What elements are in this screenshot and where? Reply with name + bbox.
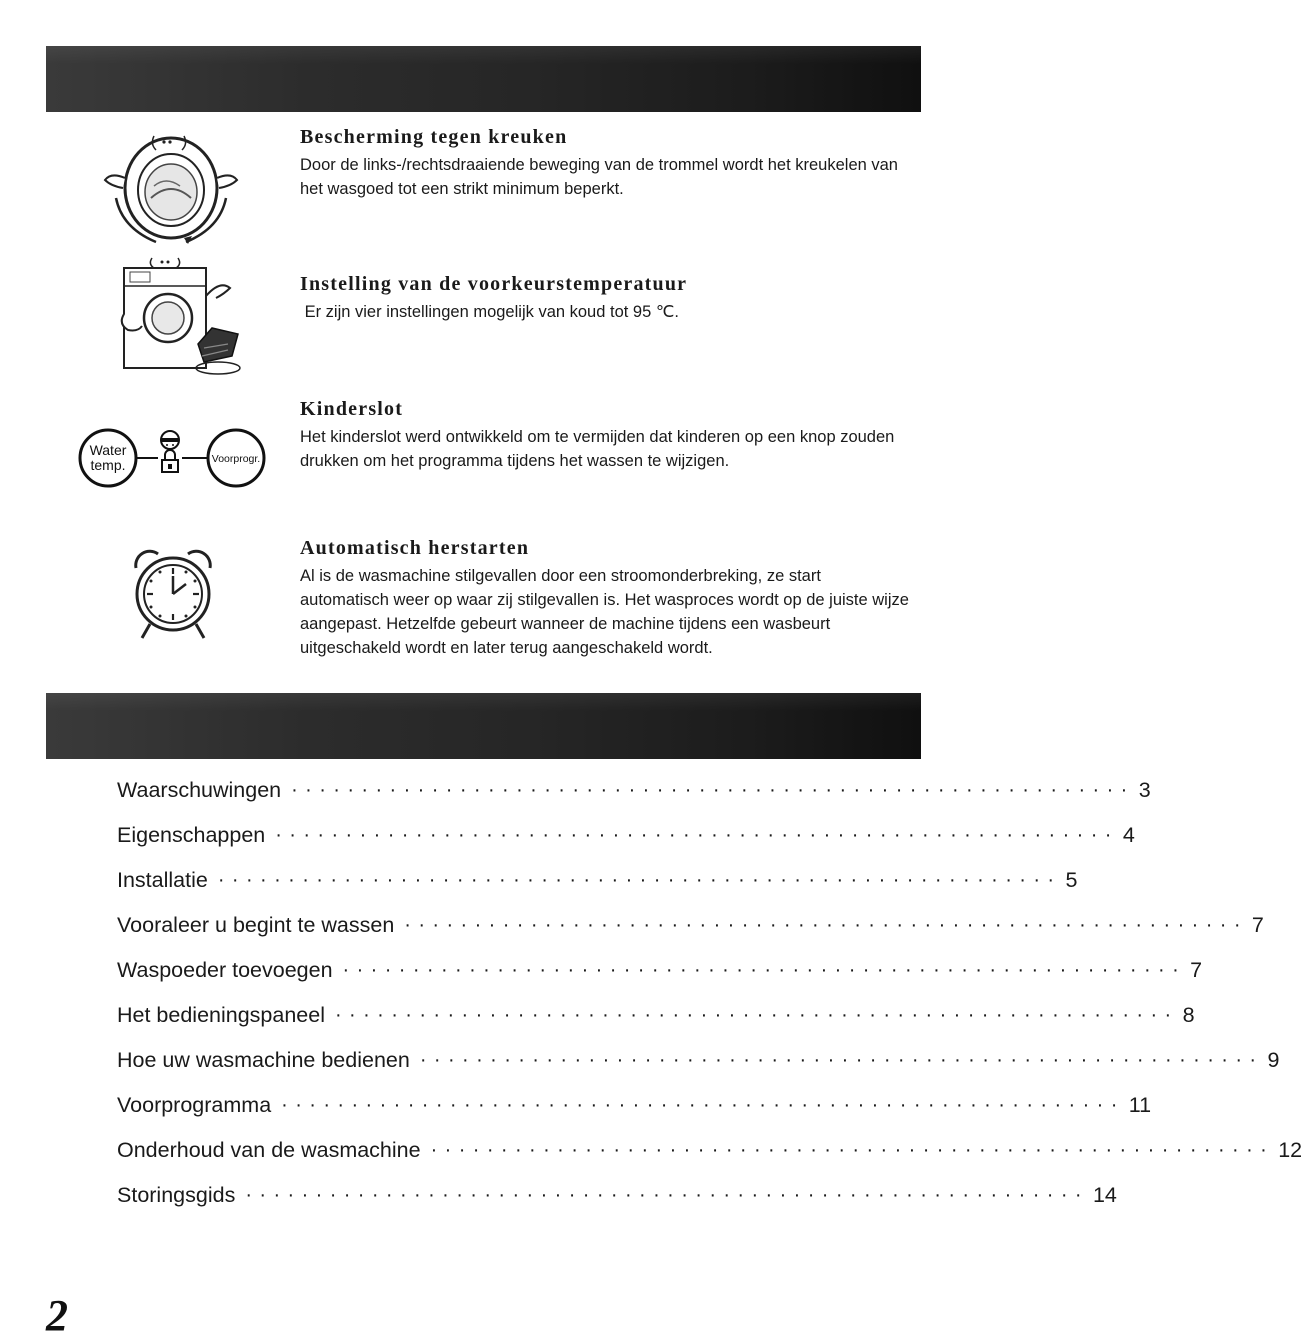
toc-leader: ····························································	[281, 1094, 1125, 1116]
toc-title: Waarschuwingen	[117, 778, 282, 802]
toc-title: Waspoeder toevoegen	[117, 958, 333, 982]
toc-entry[interactable]	[117, 903, 1264, 948]
toc-title: Storingsgids	[117, 1183, 236, 1207]
washing-machine-character-icon	[118, 256, 248, 376]
toc-entry[interactable]	[117, 768, 1151, 813]
toc-title: Onderhoud van de wasmachine	[117, 1138, 421, 1162]
toc-entry[interactable]	[117, 1038, 1280, 1083]
feature-text: Al is de wasmachine stilgevallen door een stroomonderbreking, ze start automatisch weer op waar zij stilgevallen is. Het wasproces wordt op de juiste wijze aangepast. Hetzelfde gebeurt wanneer de machine tijdens een wasbeurt uitgeschakeld wordt en later terug aangeschakeld wordt.	[300, 567, 909, 657]
voorprogr-label: Voorprogr.	[211, 453, 261, 465]
section-banner-contents	[46, 693, 921, 759]
toc-entry[interactable]	[117, 948, 1203, 993]
table-of-contents	[117, 768, 1302, 1218]
toc-page: 12	[1278, 1138, 1302, 1162]
toc-entry[interactable]	[117, 1173, 1117, 1218]
toc-page: 7	[1251, 913, 1264, 937]
toc-leader: ····························································	[419, 1049, 1264, 1071]
toc-title: Hoe uw wasmachine bedienen	[117, 1048, 410, 1072]
toc-page: 8	[1182, 1003, 1195, 1027]
water-temp-label-2: temp.	[90, 457, 126, 473]
toc-entry[interactable]	[117, 813, 1135, 858]
toc-entry[interactable]	[117, 1083, 1152, 1128]
toc-title: Installatie	[117, 868, 208, 892]
feature-child-lock	[300, 398, 910, 473]
toc-leader: ····························································	[430, 1139, 1275, 1161]
toc-page: 7	[1190, 958, 1203, 982]
drum-character-icon	[96, 128, 246, 248]
toc-page: 4	[1122, 823, 1135, 847]
feature-title: Automatisch herstarten	[300, 537, 530, 559]
toc-leader: ····························································	[335, 1004, 1179, 1026]
toc-leader: ····························································	[245, 1184, 1089, 1206]
toc-entry[interactable]	[117, 858, 1078, 903]
toc-page: 14	[1092, 1183, 1117, 1207]
toc-leader: ····························································	[275, 824, 1119, 846]
toc-title: Voorprogramma	[117, 1093, 272, 1117]
toc-entry[interactable]	[117, 993, 1195, 1038]
feature-temperature-setting	[300, 273, 910, 324]
feature-title: Instelling van de voorkeurstemperatuur	[300, 273, 688, 295]
toc-leader: ····························································	[291, 779, 1135, 801]
toc-leader: ····························································	[342, 959, 1187, 981]
toc-page: 11	[1128, 1093, 1152, 1117]
toc-page: 3	[1138, 778, 1151, 802]
feature-text: Er zijn vier instellingen mogelijk van koud tot 95 ℃.	[304, 303, 679, 321]
toc-title: Het bedieningspaneel	[117, 1003, 325, 1027]
feature-wrinkle-protection	[300, 126, 910, 201]
alarm-clock-icon	[128, 548, 218, 643]
feature-text: Het kinderslot werd ontwikkeld om te vermijden dat kinderen op een knop zouden drukken om het programma tijdens het wassen te wijzigen.	[300, 428, 895, 470]
toc-leader: ····························································	[404, 914, 1248, 936]
toc-title: Eigenschappen	[117, 823, 266, 847]
feature-auto-restart	[300, 537, 910, 660]
feature-title: Kinderslot	[300, 398, 404, 420]
feature-title: Bescherming tegen kreuken	[300, 126, 568, 148]
section-banner-features	[46, 46, 921, 112]
feature-text: Door de links-/rechtsdraaiende beweging van de trommel wordt het kreukelen van het wasgoed tot een strikt minimum beperkt.	[300, 156, 898, 198]
toc-entry[interactable]	[117, 1128, 1302, 1173]
child-lock-icon	[78, 424, 268, 490]
toc-title: Vooraleer u begint te wassen	[117, 913, 395, 937]
page-number: 2	[46, 1291, 68, 1340]
toc-page: 5	[1065, 868, 1078, 892]
water-temp-label-1: Water	[89, 442, 127, 458]
toc-page: 9	[1267, 1048, 1280, 1072]
toc-leader: ····························································	[217, 869, 1062, 891]
